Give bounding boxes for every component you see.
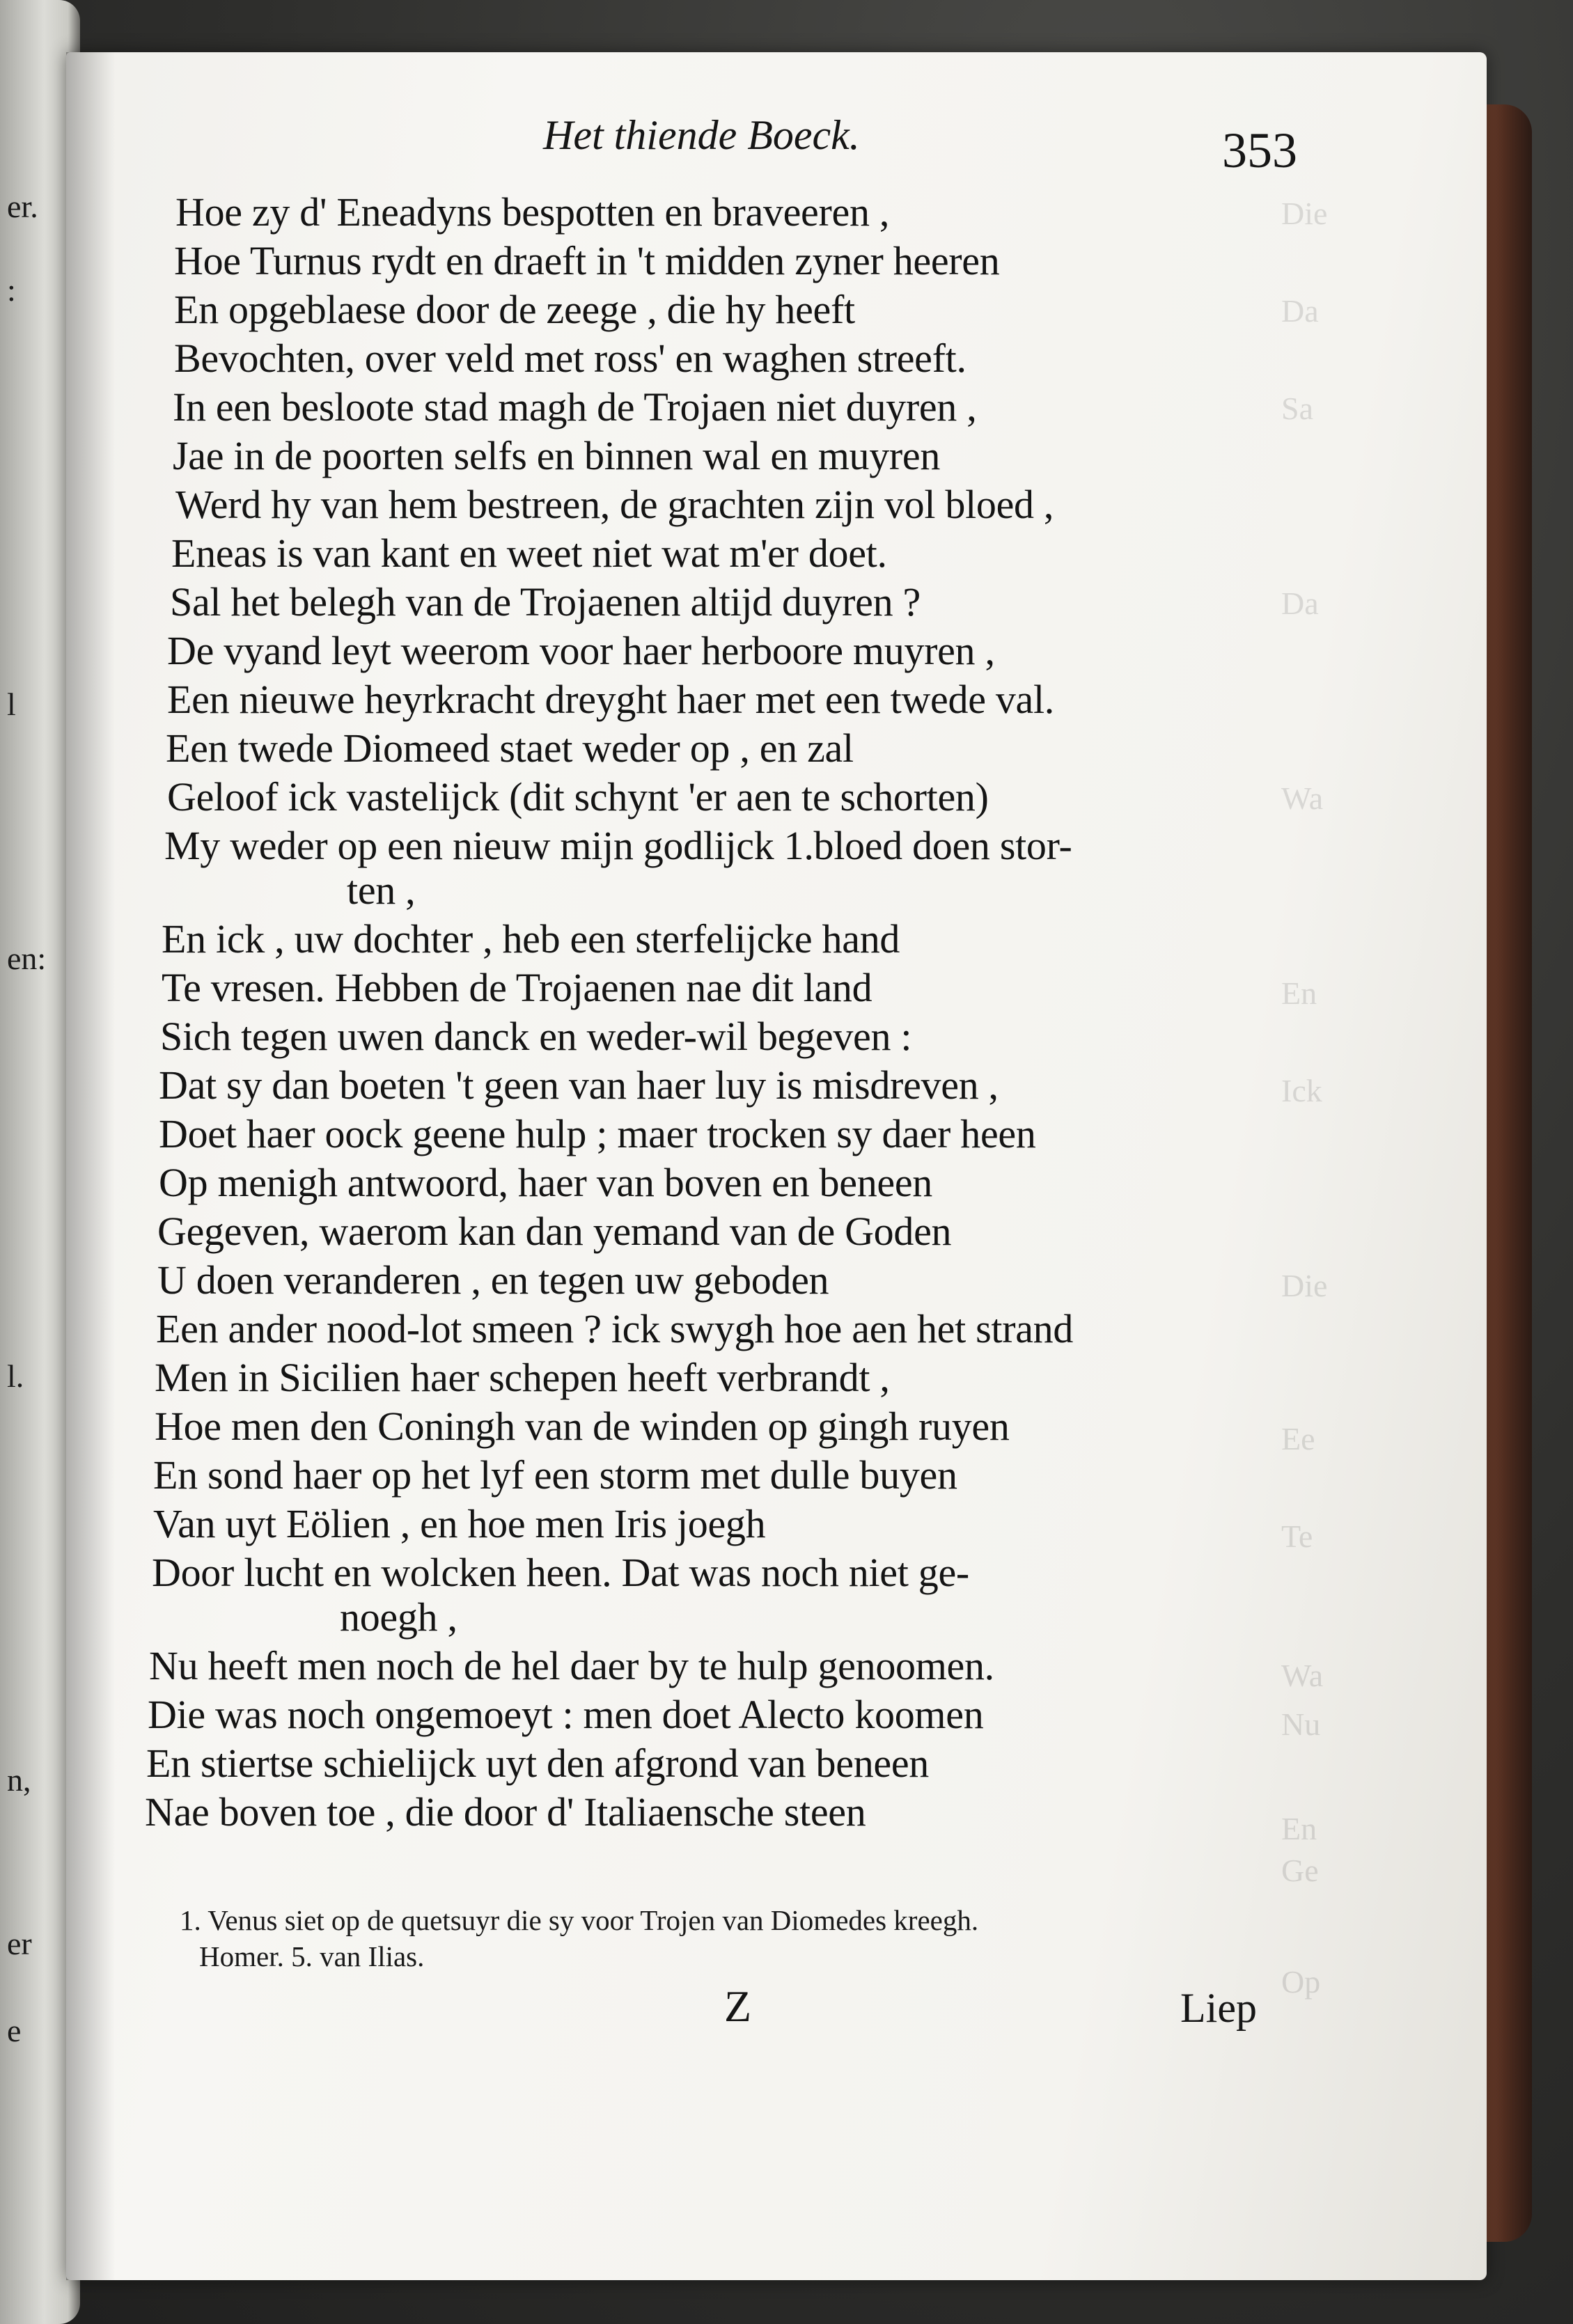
verse-line: Eneas is van kant en weet niet wat m'er doet. [171, 531, 887, 576]
show-through-text: Ick [1281, 1073, 1322, 1108]
left-page-fragment: en: [7, 941, 47, 976]
left-page-fragment: l [7, 686, 16, 722]
show-through-text: Da [1281, 586, 1319, 621]
verse-line: Jae in de poorten selfs en binnen wal en muyren [173, 433, 941, 478]
left-page-fragment: er. [7, 189, 38, 224]
verse-line: Dat sy dan boeten 't geen van haer luy is misdreven , [159, 1062, 999, 1108]
verse-line: Hoe men den Coningh van de winden op gingh ruyen [155, 1404, 1010, 1449]
show-through-text: Die [1281, 1268, 1328, 1303]
show-through-text: Nu [1281, 1706, 1321, 1742]
verse-line: Een nieuwe heyrkracht dreyght haer met een twede val. [167, 677, 1055, 722]
left-page-fragment: n, [7, 1762, 31, 1798]
running-head: Het thiende Boeck. [543, 112, 860, 158]
verse-line: Werd hy van hem bestreen, de grachten zijn vol bloed , [175, 482, 1054, 527]
verse-line: Hoe zy d' Eneadyns bespotten en braveeren , [175, 189, 890, 235]
show-through-text: Da [1281, 293, 1319, 329]
verse-line: noegh , [340, 1594, 457, 1640]
verse-line: Van uyt Eölien , en hoe men Iris joegh [153, 1501, 766, 1546]
show-through-text: Te [1281, 1518, 1313, 1554]
verse-line: Hoe Turnus rydt en draeft in 't midden zyner heeren [174, 238, 1000, 283]
verse-line: En opgeblaese door de zeege , die hy heeft [174, 287, 855, 332]
gutter-shadow [66, 52, 115, 2280]
verse-line: Een twede Diomeed staet weder op , en zal [166, 725, 854, 771]
verse-line: Men in Sicilien haer schepen heeft verbrandt , [155, 1355, 890, 1400]
footnote [180, 1902, 1322, 1974]
left-page-fragment: e [7, 2013, 22, 2048]
catchword: Liep [1180, 1985, 1257, 2031]
left-page-fragment: l. [7, 1358, 24, 1394]
verse-line: Gegeven, waerom kan dan yemand van de Goden [157, 1209, 952, 1254]
show-through-text: En [1281, 975, 1317, 1011]
show-through-text: Sa [1281, 391, 1313, 426]
show-through-text: En [1281, 1811, 1317, 1846]
footnote-line: Homer. 5. van Ilias. [199, 1940, 425, 1972]
verse-line: Die was noch ongemoeyt : men doet Alecto koomen [148, 1692, 984, 1737]
show-through-text: Op [1281, 1964, 1321, 2000]
verse-line: Te vresen. Hebben de Trojaenen nae dit land [162, 965, 872, 1010]
verse-line: En ick , uw dochter , heb een sterfelijcke hand [162, 916, 900, 961]
verse-line: Een ander nood-lot smeen ? ick swygh hoe aen het strand [156, 1306, 1074, 1351]
verse-line: My weder op een nieuw mijn godlijck 1.bloed doen stor- [164, 823, 1072, 868]
show-through-text: Ge [1281, 1853, 1319, 1888]
verse-line: Op menigh antwoord, haer van boven en beneen [159, 1160, 932, 1205]
show-through-text: Ee [1281, 1421, 1315, 1457]
show-through-text: Wa [1281, 1658, 1324, 1693]
verse-line: En sond haer op het lyf een storm met dulle buyen [153, 1452, 957, 1498]
signature-mark: Z [724, 1981, 752, 2031]
verse-line: U doen veranderen , en tegen uw geboden [157, 1257, 829, 1303]
left-page-fragment: : [7, 272, 16, 308]
verse-line: Sal het belegh van de Trojaenen altijd duyren ? [170, 579, 921, 625]
verse-line: Sich tegen uwen danck en weder-wil begeven : [160, 1014, 912, 1059]
verse-line: En stiertse schielijck uyt den afgrond van beneen [146, 1741, 929, 1786]
verse-line: Doet haer oock geene hulp ; maer trocken sy daer heen [159, 1111, 1036, 1156]
verse-line: Nae boven toe , die door d' Italiaensche steen [145, 1789, 866, 1835]
page-number: 353 [1222, 123, 1297, 178]
verse-line: Door lucht en wolcken heen. Dat was noch niet ge- [152, 1550, 969, 1595]
show-through-text: Die [1281, 196, 1328, 231]
show-through-text: Wa [1281, 780, 1324, 816]
verse-line: ten , [347, 867, 416, 913]
verse-line: Geloof ick vastelijck (dit schynt 'er aen te schorten) [167, 774, 989, 819]
verse-line: De vyand leyt weerom voor haer herboore muyren , [167, 628, 995, 673]
verse-line: Nu heeft men noch de hel daer by te hulp genoomen. [149, 1643, 994, 1688]
left-page-fragment: er [7, 1926, 32, 1961]
footnote-line: 1. Venus siet op de quetsuyr die sy voor Trojen van Diomedes kreegh. [180, 1904, 979, 1936]
verse-line: Bevochten, over veld met ross' en waghen streeft. [174, 336, 967, 381]
verse-line: In een besloote stad magh de Trojaen niet duyren , [173, 384, 977, 430]
